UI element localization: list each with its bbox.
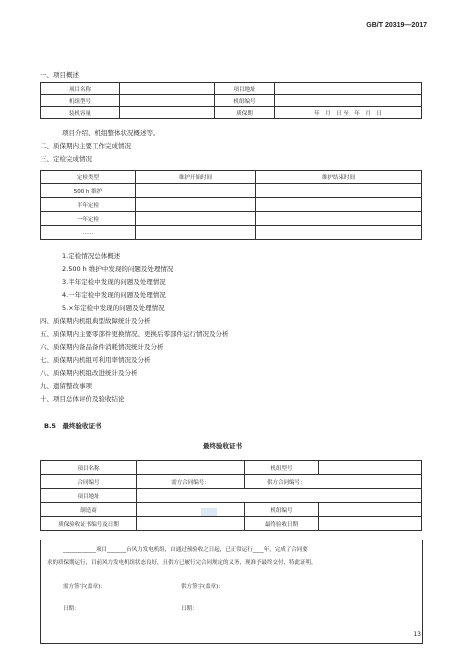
project-overview-table [40, 82, 422, 119]
inspection-item: 2.500 h 维护中发现的问题及处理情况 [62, 265, 174, 273]
certificate-body-box [40, 540, 423, 644]
cell: 质保验收证书编号及日期 [41, 517, 137, 531]
cell: 机组型号 [245, 461, 319, 475]
cell: 最终验收日期 [245, 517, 319, 531]
overview-note: 项目介绍、机组整体状况概述等。 [62, 129, 160, 137]
cell: 装机容量 [41, 107, 120, 119]
buyer-date-label: 日期： [63, 606, 80, 612]
watermark [201, 508, 217, 516]
section-heading: 七、质保期内机组可利用率情况及分析 [40, 356, 151, 364]
seller-date-label: 日期： [181, 606, 198, 612]
section-heading: 四、质保期内机组典型故障统计及分析 [40, 317, 151, 325]
cell: 合同编号 [41, 475, 137, 489]
cell: …… [41, 226, 136, 240]
section-2-heading: 二、质保期内主要工作完成情况 [40, 142, 131, 150]
cell: 项目地址 [41, 489, 137, 503]
cell: 项目名称 [41, 461, 137, 475]
buyer-signature-label: 需方签字(盖章)： [63, 584, 106, 590]
section-heading: 十、项目总体评价及验收结论 [40, 395, 125, 403]
cell: 维护开始时间 [136, 171, 256, 184]
page-number: 13 [413, 631, 421, 638]
cell: 质保期 [215, 107, 275, 119]
cell: 需方合同编号： [137, 475, 245, 489]
inspection-table [40, 170, 422, 240]
cell: 机组编号 [245, 503, 319, 517]
inspection-item: 3.半年定检中发现的问题及处理情况 [62, 278, 166, 286]
section-heading: 六、质保期内备品备件消耗情况统计及分析 [40, 343, 164, 351]
section-heading: 八、质保期内机组改进统计及分析 [40, 369, 138, 377]
cell: 500 h 维护 [41, 184, 136, 198]
cell: 项目地址 [215, 83, 275, 95]
standard-number: GB/T 20319—2017 [366, 22, 427, 29]
cell: 供方合同编号： [245, 475, 422, 489]
b5-heading: B.5 最终验收证书 [44, 422, 102, 430]
cell: 半年定检 [41, 198, 136, 212]
section-3-heading: 三、定检完成情况 [40, 155, 92, 163]
inspection-item: 5.×年定检中发现的问题及处理情况 [62, 304, 165, 312]
cell: 机组编号 [215, 95, 275, 107]
certificate-text: 求的质保期运行，目前风力发电机组状态良好，且供方已履行完合同规定的义务，现准予最终交付，特此证明。 [47, 560, 317, 566]
section-1-heading: 一、项目概述 [40, 71, 79, 79]
seller-signature-label: 供方签字(盖章)： [181, 584, 224, 590]
cell: 定检类型 [41, 171, 136, 184]
section-heading: 五、质保期内主要零部件更换情况、更换后零部件运行情况及分析 [40, 330, 229, 338]
certificate-table [40, 460, 422, 531]
inspection-item: 1.定检情况总体概述 [62, 252, 121, 260]
cell: 制造商 [41, 503, 137, 517]
cell: 维护结束时间 [256, 171, 422, 184]
cell: 年 月 日 至 年 月 日 [275, 107, 422, 119]
cell: 一年定检 [41, 212, 136, 226]
section-heading: 九、遗留整改事项 [40, 382, 92, 390]
inspection-item: 4.一年定检中发现的问题及处理情况 [62, 291, 166, 299]
cell: 项目名称 [41, 83, 120, 95]
certificate-title: 最终验收证书 [203, 442, 242, 450]
certificate-text: ____________项目_______台风力发电机组，自通过预验收之日起，已正常运行____年，完成了合同要 [63, 547, 308, 553]
cell: 机组型号 [41, 95, 120, 107]
